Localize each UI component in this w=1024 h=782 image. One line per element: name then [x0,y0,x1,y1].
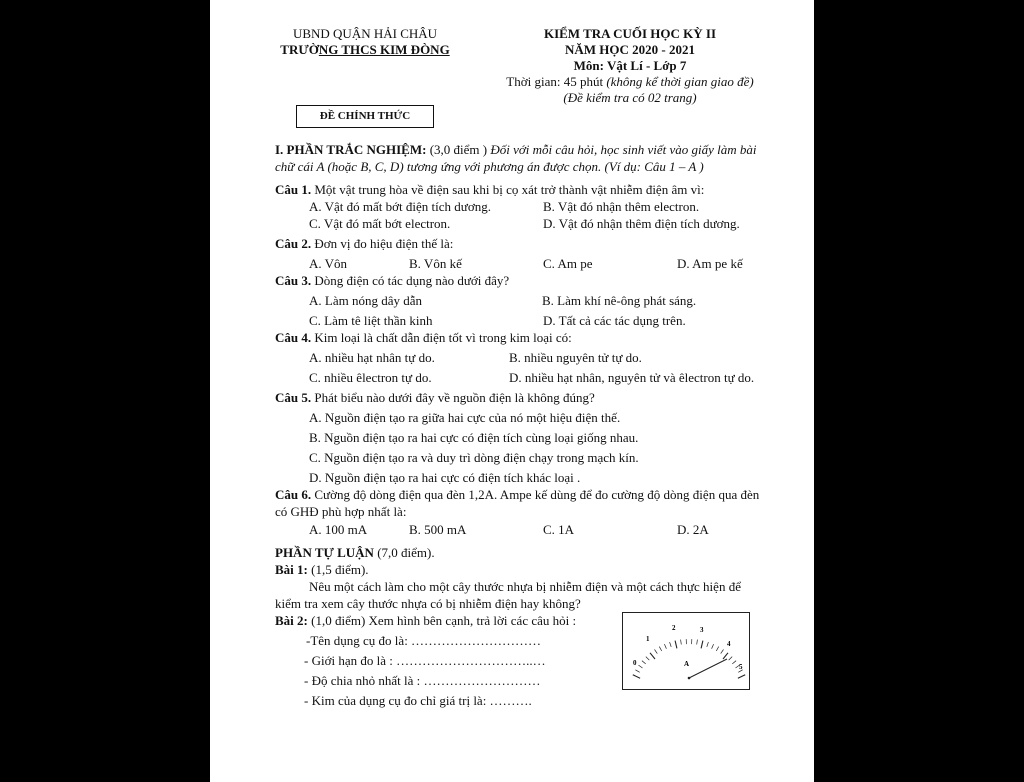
question-4: Câu 4. Kim loại là chất dẫn điện tốt vì trong kim loại có: [275,330,572,345]
q1-option-c: C. Vật đó mất bớt electron. [309,216,451,231]
q6-option-d: D. 2A [677,522,709,537]
time-limit: Thời gian: 45 phút (không kể thời gian giao đề) [506,74,754,89]
major-tick [701,641,703,649]
part1-line2: chữ cái A (hoặc B, C, D) tương ứng với phương án được chọn. (Ví dụ: Câu 1 – A ) [275,159,704,174]
q2-option-d: D. Am pe kế [677,256,743,271]
q3-option-d: D. Tất cả các tác dụng trên. [543,313,686,328]
q4-option-a: A. nhiều hạt nhân tự do. [309,350,435,365]
part1-line1: I. PHẦN TRẮC NGHIỆM: (3,0 điểm ) Đối với mỗi câu hỏi, học sinh viết vào giấy làm bài [275,142,757,157]
school-name: TRƯỜNG THCS KIM ĐÒNG [280,42,450,57]
minor-tick [707,642,709,647]
q3-option-c: C. Làm tê liệt thần kinh [309,313,433,328]
q5-option-a: A. Nguồn điện tạo ra giữa hai cực của nó một hiệu điện thế. [309,410,621,425]
question-5: Câu 5. Phát biểu nào dưới đây về nguồn điện là không đúng? [275,390,595,405]
q3-option-a: A. Làm nóng dây dẫn [309,293,423,308]
major-tick [675,641,677,649]
question-6-cont: có GHĐ phù hợp nhất là: [275,504,407,519]
gauge-needle [689,659,727,678]
q6-option-c: C. 1A [543,522,575,537]
answer-line-instrument: -Tên dụng cụ đo là: ………………………… [306,633,542,648]
question-1: Câu 1. Một vật trung hòa về điện sau khi bị cọ xát trở thành vật nhiễm điện âm vì: [275,182,705,197]
bai1-heading: Bài 1: (1,5 điểm). [275,562,369,577]
minor-tick [664,644,666,649]
q1-option-a: A. Vật đó mất bớt điện tích dương. [309,199,491,214]
bai1-text-2: kiểm tra xem cây thước nhựa có bị nhiễm điện hay không? [275,596,581,611]
minor-tick [659,647,661,651]
minor-tick [729,657,733,661]
minor-tick [732,661,736,664]
question-2: Câu 2. Đơn vị đo hiệu điện thế là: [275,236,454,251]
subject: Môn: Vật Lí - Lớp 7 [573,58,687,73]
major-tick [723,653,728,659]
answer-line-division: - Độ chia nhỏ nhất là : ……………………… [304,673,541,688]
unit-label: A [684,660,690,668]
district-name: UBND QUẬN HẢI CHÂU [292,26,438,41]
needle-pivot [688,677,691,680]
question-3: Câu 3. Dòng điện có tác dụng nào dưới đây? [275,273,510,288]
scale-label-5: 5 [739,663,743,671]
answer-line-reading: - Kim của dụng cụ đo chỉ giá trị là: ………. [304,693,532,708]
header-left [270,26,460,58]
pages-note: (Đề kiểm tra có 02 trang) [563,90,697,105]
bai1-text-1: Nêu một cách làm cho một cây thước nhựa bị nhiễm điện và một cách thực hiện để [309,579,741,594]
bai2-heading: Bài 2: (1,0 điểm) Xem hình bên cạnh, trả lời các câu hỏi : [275,613,577,628]
minor-tick [681,640,682,645]
q6-option-b: B. 500 mA [409,522,467,537]
exam-page [210,0,814,782]
answer-line-range: - Giới hạn đo là : …………………………..… [304,653,546,668]
minor-tick [639,665,643,668]
q2-option-a: A. Vôn [309,256,348,271]
q5-option-d: D. Nguồn điện tạo ra hai cực có điện tích khác loại . [309,470,581,485]
scale-label-1: 1 [646,635,650,643]
q4-option-c: C. nhiều êlectron tự do. [309,370,432,385]
scale-label-2: 2 [672,624,676,632]
exam-title: KIỂM TRA CUỐI HỌC KỲ II [543,26,717,41]
q4-option-b: B. nhiều nguyên tử tự do. [509,350,642,365]
q1-option-d: D. Vật đó nhận thêm điện tích dương. [543,216,740,231]
ammeter-figure [622,612,750,690]
q3-option-b: B. Làm khí nê-ông phát sáng. [542,293,697,308]
minor-tick [655,650,658,654]
minor-tick [635,670,639,673]
scale-label-0: 0 [633,659,637,667]
scale-label-4: 4 [727,640,731,648]
q6-option-a: A. 100 mA [309,522,368,537]
question-6: Câu 6. Cường độ dòng điện qua đèn 1,2A. Ampe kế dùng để đo cường độ dòng điện qua đèn [275,487,760,502]
major-tick [650,653,655,659]
major-tick [738,675,745,678]
minor-tick [721,650,724,654]
part2-heading: PHẦN TỰ LUẬN (7,0 điểm). [275,545,435,560]
school-year: NĂM HỌC 2020 - 2021 [565,42,695,57]
minor-tick [646,657,650,661]
q4-option-d: D. nhiều hạt nhân, nguyên tử và êlectron tự do. [509,370,755,385]
minor-tick [716,647,718,651]
q2-option-b: B. Vôn kế [409,256,462,271]
minor-tick [712,644,714,649]
q5-option-c: C. Nguồn điện tạo ra và duy trì dòng điện chạy trong mạch kín. [309,450,639,465]
header-right [480,26,780,106]
minor-tick [642,661,646,664]
major-tick [633,675,640,678]
official-label: ĐỀ CHÍNH THỨC [296,105,434,128]
q1-option-b: B. Vật đó nhận thêm electron. [543,199,700,214]
q5-option-b: B. Nguồn điện tạo ra hai cực có điện tích cùng loại giống nhau. [309,430,639,445]
scale-label-3: 3 [700,626,704,634]
q2-option-c: C. Am pe [543,256,593,271]
minor-tick [670,642,672,647]
minor-tick [697,640,698,645]
